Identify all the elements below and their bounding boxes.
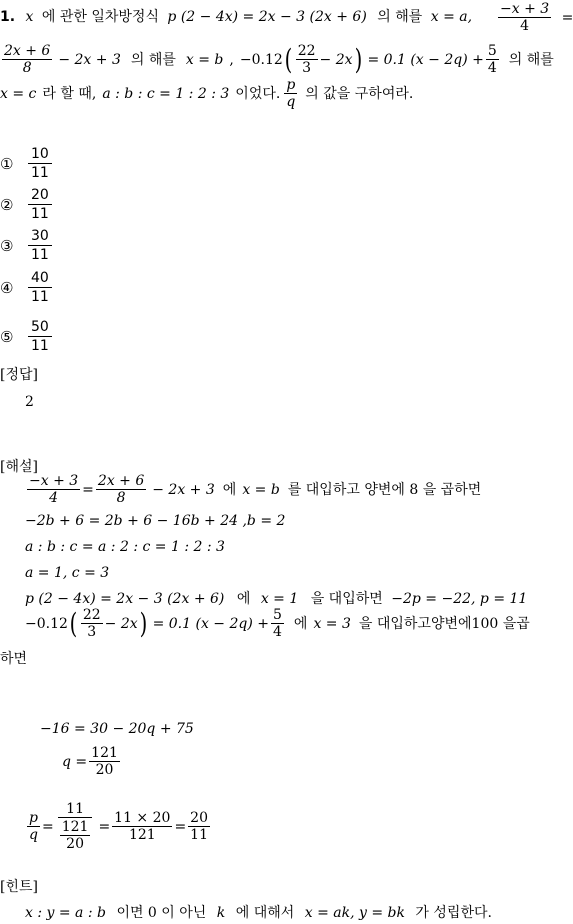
fraction: $\frac{5}{4}$ <box>487 43 497 76</box>
expression: − 2x <box>319 51 353 68</box>
problem-line-2: $\frac{2x + 6}{8}$ − 2x + 3 의 해를 x = b , −0.12 ( $\frac{22}{3}$ − 2x ) = 0.1 (x − 2q) + $\frac{5}{4}$ 의 해를 <box>4 42 554 76</box>
problem-text: 의 해를 <box>508 51 554 68</box>
solution-step-2: −2b + 6 = 2b + 6 − 16b + 24 ,b = 2 <box>25 513 286 529</box>
solution-step-8: q = $\frac{121}{20}$ <box>62 745 118 778</box>
ratio: a : b : c = 1 : 2 : 3 <box>102 85 230 102</box>
problem-line-3 <box>0 78 413 109</box>
choice-5[interactable]: ⑤ $\frac{50}{11}$ <box>0 319 54 354</box>
problem-text: 에 관한 일차방정식 <box>41 9 159 25</box>
problem-line-1 <box>0 10 472 24</box>
choice-3[interactable]: ③ $\frac{30}{11}$ <box>0 228 54 263</box>
solution-label: [해설] <box>0 459 38 475</box>
solution-step-5: p (2 − 4x) = 2x − 3 (2x + 6) 에 x = 1 을 대입하면 −2p = −22, p = 11 <box>25 591 528 607</box>
expression: = 0.1 (x − 2q) + <box>367 51 484 68</box>
problem-text: 의 해를 <box>130 51 176 68</box>
choice-4[interactable]: ④ $\frac{40}{11}$ <box>0 270 54 305</box>
solution-step-1: $\frac{-x + 3}{4}$ = $\frac{2x + 6}{8}$ − 2x + 3 에 x = b 를 대입하고 양변에 8 을 곱하면 <box>29 473 482 506</box>
problem-text: 이었다. <box>235 85 281 102</box>
fraction: $\frac{2x + 6}{8}$ <box>4 43 51 76</box>
hint-text: x : y = a : b 이면 0 이 아닌 k 에 대해서 x = ak, y = bk 가 성립한다. <box>25 905 492 921</box>
equation-1: p (2 − 4x) = 2x − 3 (2x + 6) <box>167 9 367 25</box>
problem-text: 의 값을 구하여라. <box>305 85 414 102</box>
solution-step-4: a = 1, c = 3 <box>25 565 110 581</box>
choice-1[interactable]: ① $\frac{10}{11}$ <box>0 146 54 181</box>
var-x: x <box>25 9 34 25</box>
solution-a: x = a, <box>430 9 473 25</box>
solution-b: x = b <box>185 51 224 68</box>
problem-number: 1. <box>0 9 16 25</box>
solution-c: x = c <box>0 85 37 102</box>
choice-2[interactable]: ② $\frac{20}{11}$ <box>0 187 54 222</box>
problem-frac-1: $\frac{-x + 3}{4}$ = <box>500 1 573 34</box>
comma: , <box>229 51 234 68</box>
solution-step-3: a : b : c = a : 2 : c = 1 : 2 : 3 <box>25 539 225 555</box>
fraction-p-q: $\frac{p}{q}$ <box>286 77 296 110</box>
fraction: $\frac{22}{3}$ <box>297 43 316 76</box>
solution-step-6-wrap: 하면 <box>0 651 28 667</box>
expression: − 2x + 3 <box>58 51 121 68</box>
problem-text: 의 해를 <box>377 9 423 25</box>
answer-label: [정답] <box>0 367 38 383</box>
solution-step-6: −0.12 ( $\frac{22}{3}$ − 2x ) = 0.1 (x − 2q) + $\frac{5}{4}$ 에 x = 3 을 대입하고양변에100 을곱 <box>25 606 530 640</box>
solution-step-7: −16 = 30 − 20q + 75 <box>40 721 194 737</box>
answer-value: 2 <box>25 394 34 410</box>
solution-step-9: $\frac{p}{q}$ = $\frac{11}{\frac{121}{20}}$ = $\frac{11 \times 20}{121}$ = $\frac{20}{11}$ <box>29 801 208 852</box>
problem-text: 라 할 때, <box>42 85 97 102</box>
coefficient: −0.12 <box>239 51 283 68</box>
hint-label: [힌트] <box>0 879 38 895</box>
